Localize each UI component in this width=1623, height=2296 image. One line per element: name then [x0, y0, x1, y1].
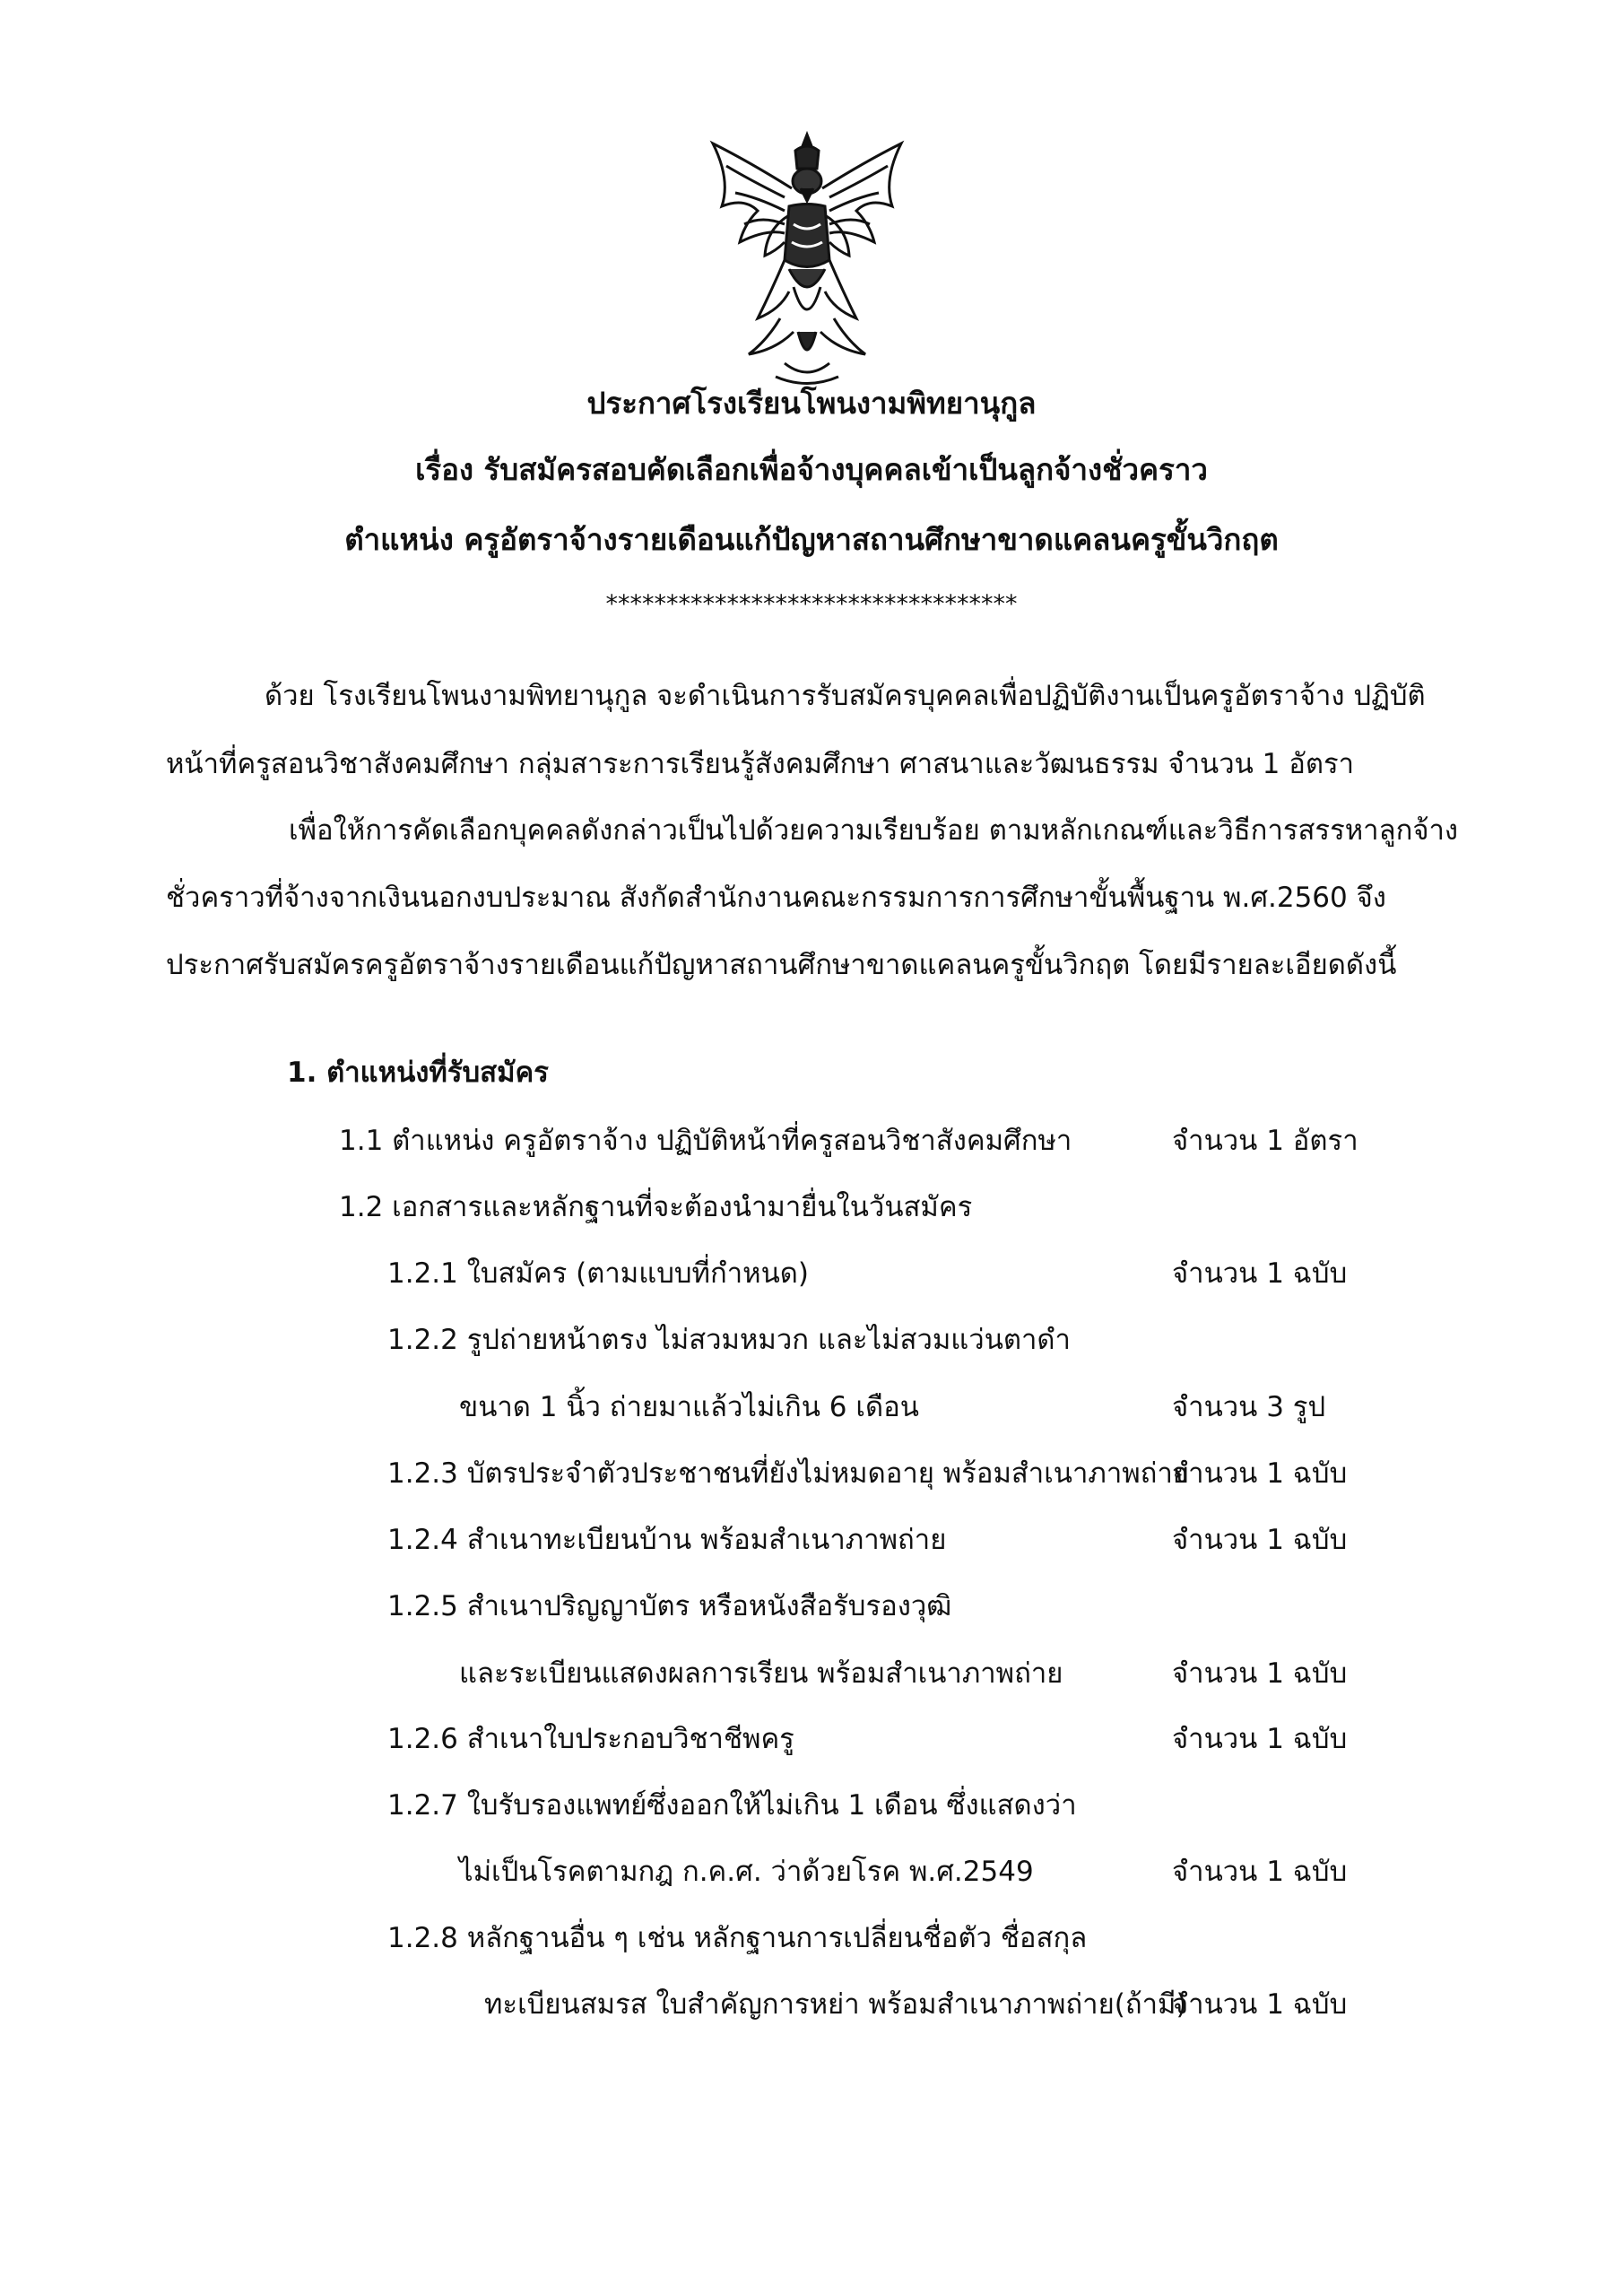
paragraph-1-line-1: ด้วย โรงเรียนโพนงามพิทยานุกูล จะดำเนินการรับสมัครบุคคลเพื่อปฏิบัติงานเป็นครูอัตราจ้าง ปฏิบัติ [265, 680, 1426, 712]
item-1-2-5-text-2: และระเบียนแสดงผลการเรียน พร้อมสำเนาภาพถ่าย [459, 1657, 1063, 1690]
item-1-2-8-qty: จำนวน 1 ฉบับ [1172, 1988, 1348, 2021]
garuda-emblem-icon [695, 126, 919, 395]
paragraph-1-line-2: หน้าที่ครูสอนวิชาสังคมศึกษา กลุ่มสาระการเรียนรู้สังคมศึกษา ศาสนาและวัฒนธรรม จำนวน 1 อัตรา [166, 748, 1355, 780]
item-1-2-7-text-2: ไม่เป็นโรคตามกฎ ก.ค.ศ. ว่าด้วยโรค พ.ศ.2549 [459, 1856, 1034, 1888]
announcement-subject: เรื่อง รับสมัครสอบคัดเลือกเพื่อจ้างบุคคลเข้าเป็นลูกจ้างชั่วคราว [415, 452, 1208, 487]
item-1-2-1-text: 1.2.1 ใบสมัคร (ตามแบบที่กำหนด) [387, 1257, 810, 1290]
item-1-2-5-text: 1.2.5 สำเนาปริญญาบัตร หรือหนังสือรับรองวุฒิ [387, 1590, 952, 1622]
item-1-2-text: 1.2 เอกสารและหลักฐานที่จะต้องนำมายื่นในวันสมัคร [339, 1191, 973, 1223]
paragraph-2-line-3: ประกาศรับสมัครครูอัตราจ้างรายเดือนแก้ปัญหาสถานศึกษาขาดแคลนครูขั้นวิกฤต โดยมีรายละเอียดดังนี้ [166, 949, 1397, 981]
item-1-2-8-text: 1.2.8 หลักฐานอื่น ๆ เช่น หลักฐานการเปลี่ยนชื่อตัว ชื่อสกุล [387, 1922, 1088, 1954]
item-1-2-3-qty: จำนวน 1 ฉบับ [1172, 1457, 1348, 1490]
item-1-2-4-qty: จำนวน 1 ฉบับ [1172, 1524, 1348, 1556]
item-1-1-text: 1.1 ตำแหน่ง ครูอัตราจ้าง ปฏิบัติหน้าที่ครูสอนวิชาสังคมศึกษา [339, 1125, 1072, 1157]
announcement-position: ตำแหน่ง ครูอัตราจ้างรายเดือนแก้ปัญหาสถานศึกษาขาดแคลนครูขั้นวิกฤต [344, 522, 1279, 557]
section-1-title: 1. ตำแหน่งที่รับสมัคร [287, 1057, 549, 1089]
item-1-2-8-text-2: ทะเบียนสมรส ใบสำคัญการหย่า พร้อมสำเนาภาพถ่าย(ถ้ามี) [484, 1988, 1187, 2021]
item-1-2-1-qty: จำนวน 1 ฉบับ [1172, 1257, 1348, 1290]
item-1-2-3-text: 1.2.3 บัตรประจำตัวประชาชนที่ยังไม่หมดอายุ พร้อมสำเนาภาพถ่าย [387, 1457, 1190, 1490]
item-1-2-7-qty: จำนวน 1 ฉบับ [1172, 1856, 1348, 1888]
divider-stars: ********************************** [605, 590, 1018, 618]
item-1-1-qty: จำนวน 1 อัตรา [1172, 1125, 1358, 1157]
item-1-2-5-qty: จำนวน 1 ฉบับ [1172, 1657, 1348, 1690]
item-1-2-2-qty: จำนวน 3 รูป [1172, 1391, 1326, 1423]
item-1-2-7-text: 1.2.7 ใบรับรองแพทย์ซึ่งออกให้ไม่เกิน 1 เดือน ซึ่งแสดงว่า [387, 1789, 1077, 1822]
item-1-2-2-text-2: ขนาด 1 นิ้ว ถ่ายมาแล้วไม่เกิน 6 เดือน [459, 1391, 919, 1423]
item-1-2-6-qty: จำนวน 1 ฉบับ [1172, 1723, 1348, 1755]
item-1-2-4-text: 1.2.4 สำเนาทะเบียนบ้าน พร้อมสำเนาภาพถ่าย [387, 1524, 947, 1556]
paragraph-2-line-2: ชั่วคราวที่จ้างจากเงินนอกงบประมาณ สังกัดสำนักงานคณะกรรมการการศึกษาขั้นพื้นฐาน พ.ศ.2560 จึง [166, 882, 1386, 914]
paragraph-2-line-1: เพื่อให้การคัดเลือกบุคคลดังกล่าวเป็นไปด้วยความเรียบร้อย ตามหลักเกณฑ์และวิธีการสรรหาลูกจ้าง [289, 814, 1459, 847]
item-1-2-6-text: 1.2.6 สำเนาใบประกอบวิชาชีพครู [387, 1723, 794, 1755]
announcement-title: ประกาศโรงเรียนโพนงามพิทยานุกูล [586, 386, 1037, 421]
item-1-2-2-text: 1.2.2 รูปถ่ายหน้าตรง ไม่สวมหมวก และไม่สวมแว่นตาดำ [387, 1324, 1071, 1356]
